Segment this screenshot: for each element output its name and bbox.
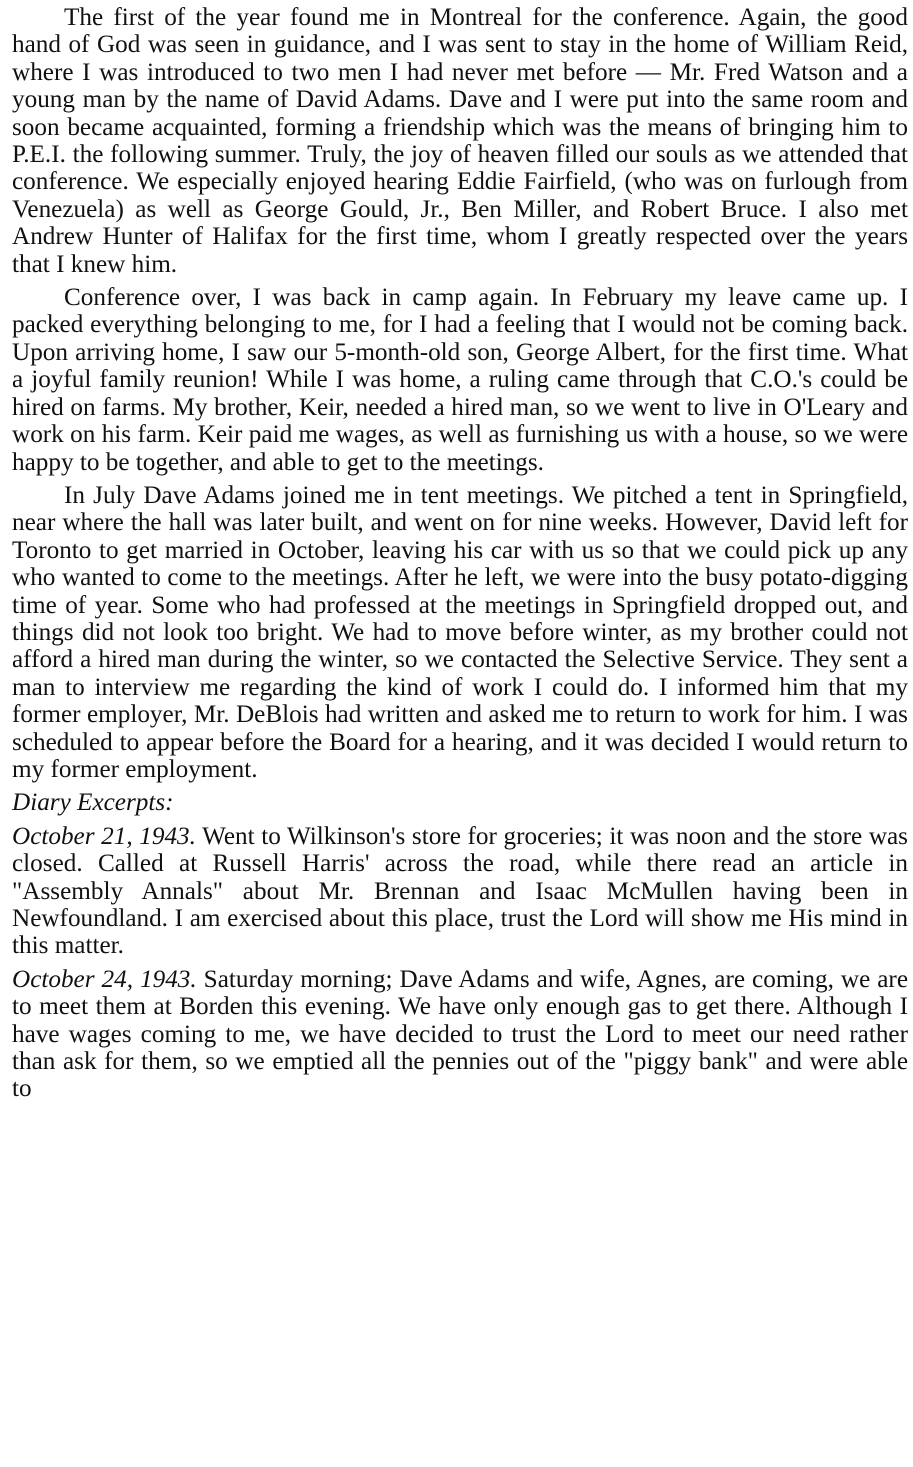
diary-entry-date: October 21, 1943. xyxy=(12,822,196,850)
diary-entry xyxy=(12,823,908,960)
diary-entry-text: Saturday morning; Dave Adams and wife, Agnes, are coming, we are to meet them at Borden this evening. We have only enough gas to get there. Although I have wages coming to me, we have decided to trust the Lord to meet our need rather than ask for them, so we emptied all the pennies out of the "piggy bank" and were able to xyxy=(12,965,908,1103)
document-page xyxy=(12,4,908,1109)
diary-entry-date: October 24, 1943. xyxy=(12,965,197,993)
diary-entry xyxy=(12,966,908,1103)
diary-heading: Diary Excerpts: xyxy=(12,789,174,817)
diary-entry-text: Went to Wilkinson's store for groceries; it was noon and the store was closed. Called at Russell Harris' across the road, while there read an article in "Assembly Annals" about Mr. Brennan and Isaac McMullen having been in Newfoundland. I am exercised about this place, trust the Lord will show me His mind in this matter. xyxy=(12,822,908,960)
paragraph-tent-meetings: In July Dave Adams joined me in tent meetings. We pitched a tent in Springfield, near where the hall was later built, and went on for nine weeks. However, David left for Toronto to get married in October, leaving his car with us so that we could pick up any who wanted to come to the meetings. After he left, we were into the busy potato-digging time of year. Some who had professed at the meetings in Springfield dropped out, and things did not look too bright. We had to move before winter, as my brother could not afford a hired man during the winter, so we contacted the Selective Service. They sent a man to interview me regarding the kind of work I could do. I informed him that my former employer, Mr. DeBlois had written and asked me to return to work for him. I was scheduled to appear before the Board for a hearing, and it was decided I would return to my former employment. xyxy=(12,481,908,783)
paragraph-montreal-conference: The first of the year found me in Montreal for the conference. Again, the good hand of God was seen in guidance, and I was sent to stay in the home of William Reid, where I was introduced to two men I had never met before — Mr. Fred Watson and a young man by the name of David Adams. Dave and I were put into the same room and soon became acquainted, forming a friendship which was the means of bringing him to P.E.I. the following summer. Truly, the joy of heaven filled our souls as we attended that conference. We especially enjoyed hearing Eddie Fairfield, (who was on furlough from Venezuela) as well as George Gould, Jr., Ben Miller, and Robert Bruce. I also met Andrew Hunter of Halifax for the first time, whom I greatly respected over the years that I knew him. xyxy=(12,4,908,278)
paragraph-back-in-camp: Conference over, I was back in camp again. In February my leave came up. I packed everything belonging to me, for I had a feeling that I would not be coming back. Upon arriving home, I saw our 5-month-old son, George Albert, for the first time. What a joyful family reunion! While I was home, a ruling came through that C.O.'s could be hired on farms. My brother, Keir, needed a hired man, so we went to live in O'Leary and work on his farm. Keir paid me wages, as well as furnishing us with a house, so we were happy to be together, and able to get to the meetings. xyxy=(12,284,908,476)
